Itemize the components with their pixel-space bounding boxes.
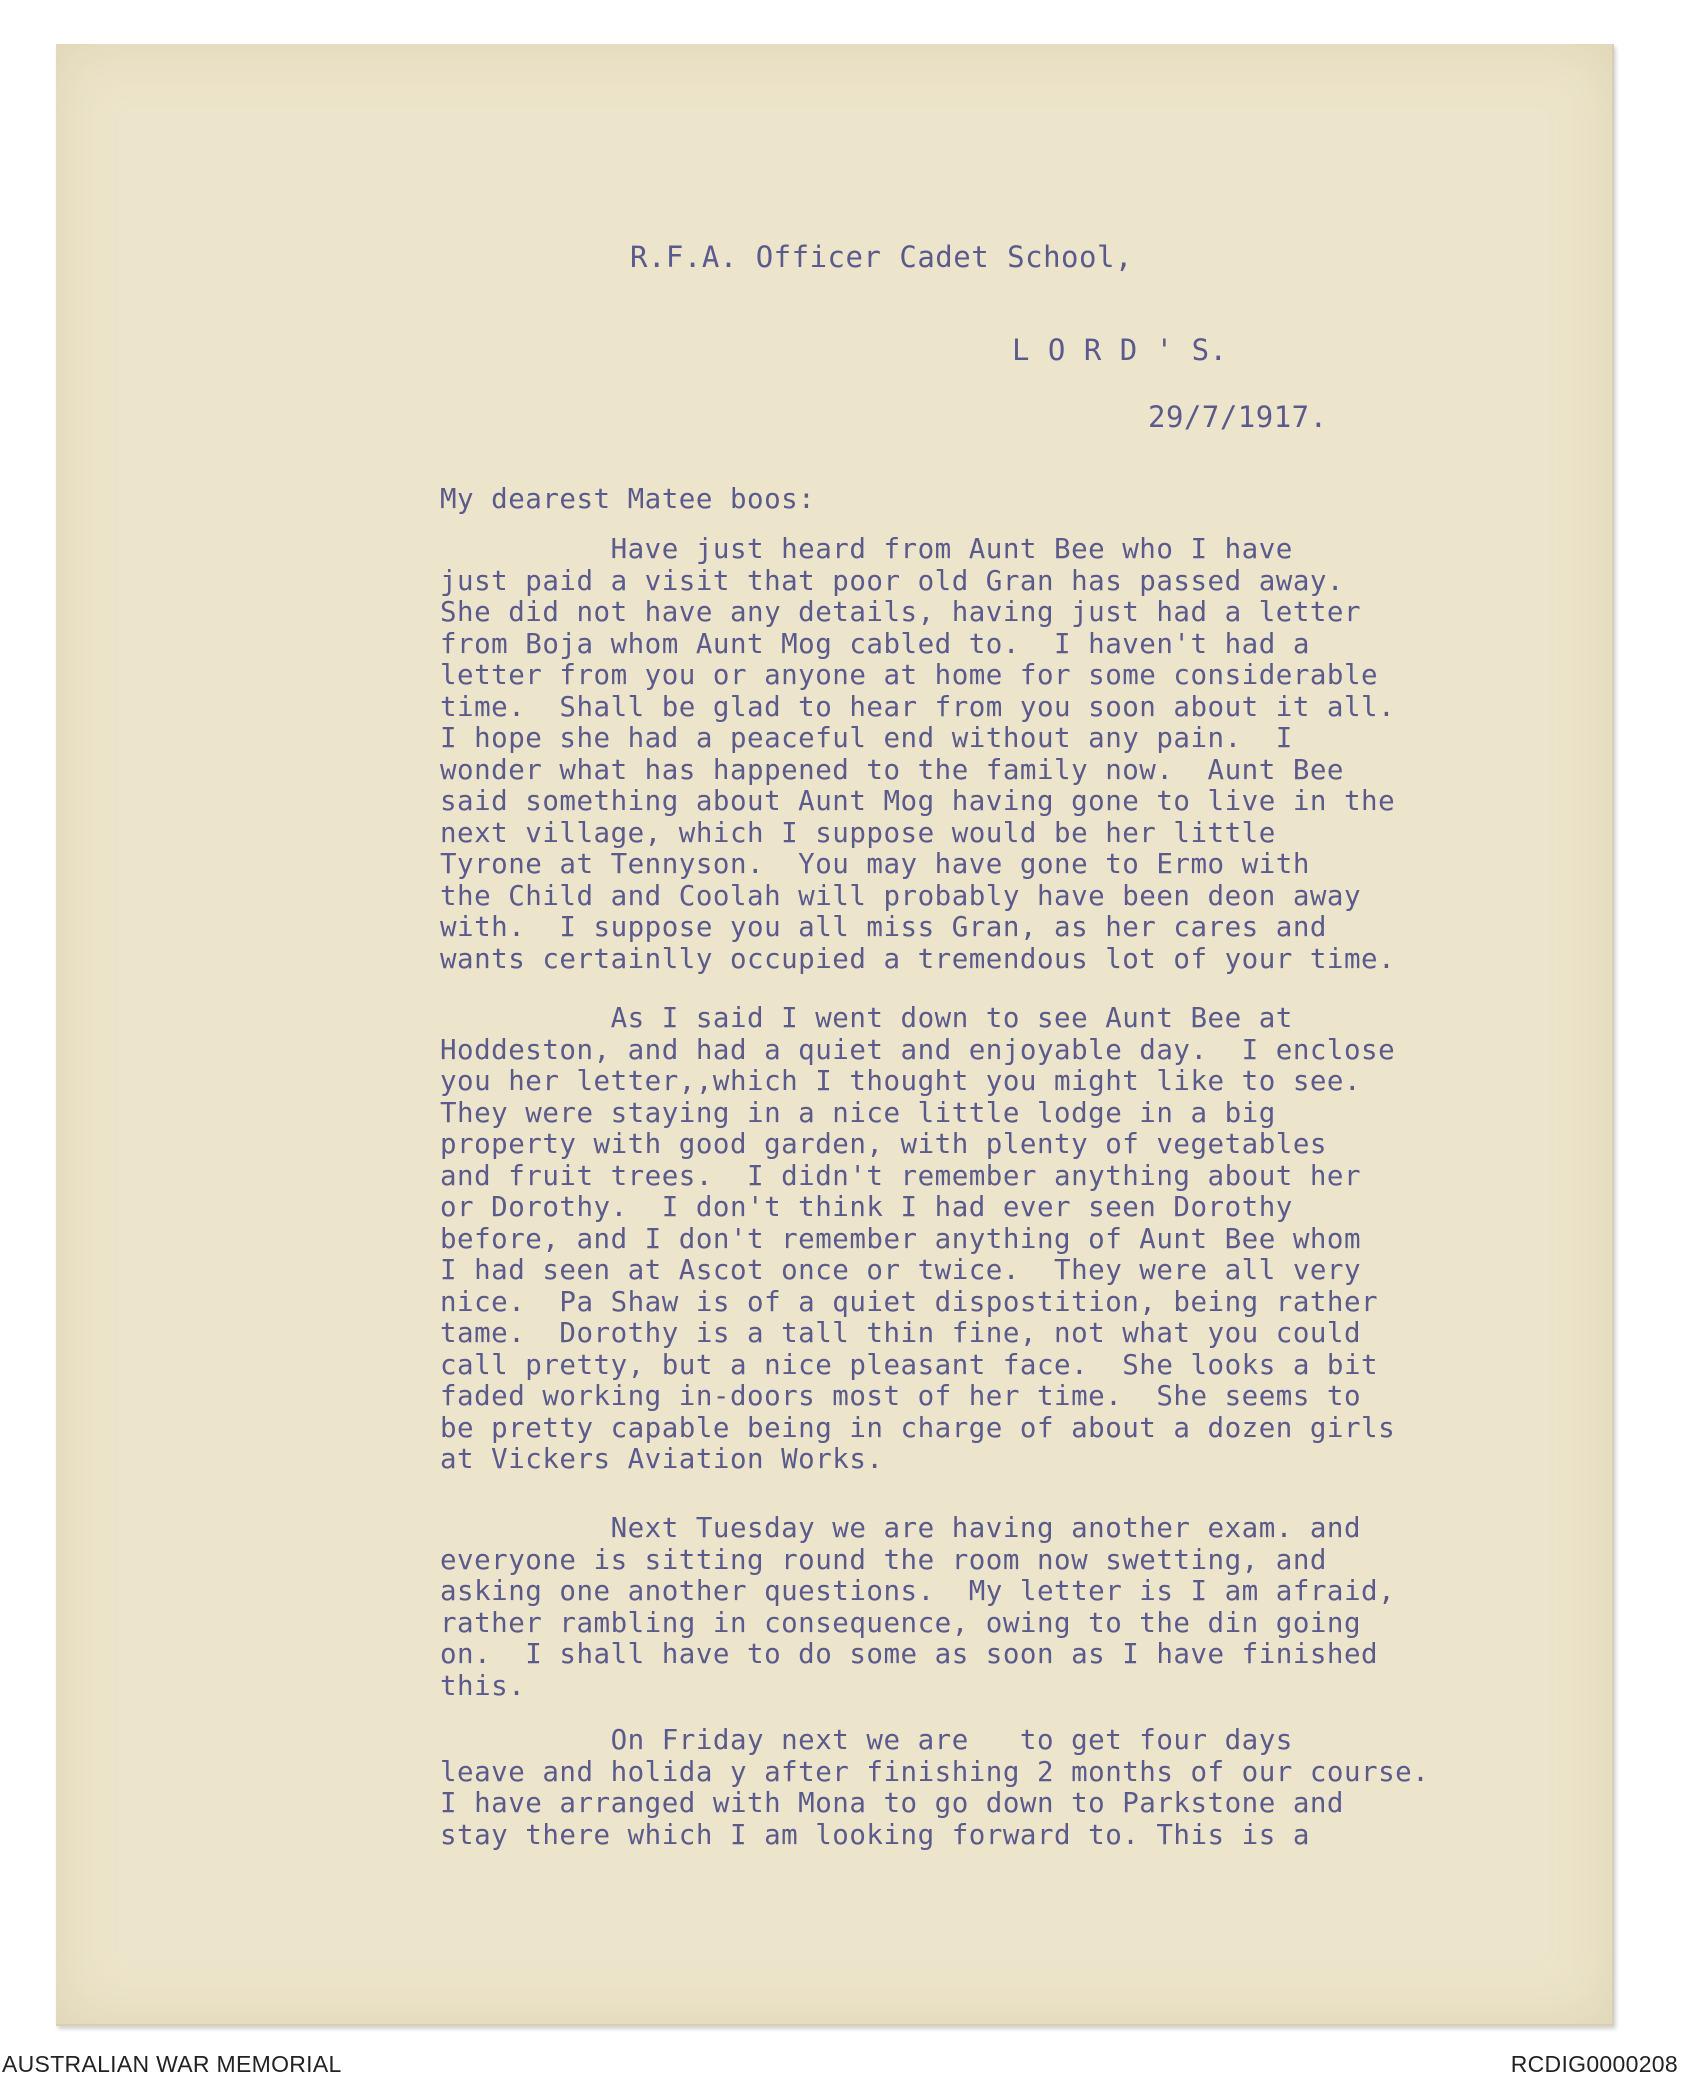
letter-line: with. I suppose you all miss Gran, as her cares and (440, 911, 1327, 943)
letter-line: letter from you or anyone at home for some considerable (440, 659, 1379, 691)
letter-line: I had seen at Ascot once or twice. They were all very (440, 1254, 1362, 1286)
letter-line: call pretty, but a nice pleasant face. She looks a bit (440, 1348, 1379, 1381)
letter-line: Have just heard from Aunt Bee who I have (440, 533, 1293, 565)
letter-line: I have arranged with Mona to go down to Parkstone and (440, 1787, 1344, 1819)
letter-line: wonder what has happened to the family now. Aunt Bee (440, 753, 1344, 786)
letter-line: faded working in-doors most of her time. She seems to (440, 1380, 1362, 1412)
paragraph-2 (440, 1003, 1395, 1476)
letter-line: before, and I don't remember anything of Aunt Bee whom (440, 1222, 1362, 1255)
letter-line: nice. Pa Shaw is of a quiet dispostition, being rather (440, 1285, 1379, 1318)
letter-line: just paid a visit that poor old Gran has passed away. (440, 564, 1344, 597)
letter-line: As I said I went down to see Aunt Bee at (440, 1002, 1293, 1034)
letter-line: Hoddeston, and had a quiet and enjoyable day. I enclose (440, 1033, 1396, 1066)
archive-credit: AUSTRALIAN WAR MEMORIAL (2, 2051, 342, 2077)
letter-line: you her letter,,which I thought you might like to see. (440, 1065, 1362, 1097)
letter-line: the Child and Coolah will probably have been deon away (440, 879, 1362, 912)
letter-line: on. I shall have to do some as soon as I have finished (440, 1638, 1379, 1670)
letter-line: rather rambling in consequence, owing to the din going (440, 1606, 1362, 1639)
archive-id: RCDIG0000208 (1510, 2051, 1678, 2077)
paragraph-3 (440, 1513, 1395, 1702)
letter-line: Tyrone at Tennyson. You may have gone to Ermo with (440, 848, 1310, 880)
letter-line: I hope she had a peaceful end without any pain. I (440, 722, 1293, 754)
letter-line: tame. Dorothy is a tall thin fine, not what you could (440, 1317, 1362, 1349)
letter-line: time. Shall be glad to hear from you soon about it all. (440, 690, 1396, 723)
letterhead-school: R.F.A. Officer Cadet School, (630, 240, 1133, 274)
letter-line: everyone is sitting round the room now swetting, and (440, 1543, 1327, 1576)
letter-line: said something about Aunt Mog having gone to live in the (440, 785, 1396, 817)
letter-date: 29/7/1917. (1148, 400, 1328, 434)
letter-line: next village, which I suppose would be her little (440, 816, 1276, 849)
letter-line: Next Tuesday we are having another exam. and (440, 1512, 1362, 1544)
letter-line: They were staying in a nice little lodge in a big (440, 1096, 1276, 1129)
letter-line: property with good garden, with plenty of vegetables (440, 1128, 1327, 1160)
letter-line: asking one another questions. My letter is I am afraid, (440, 1575, 1396, 1607)
letter-line: and fruit trees. I didn't remember anything about her (440, 1159, 1362, 1192)
letter-line: On Friday next we are to get four days (440, 1724, 1293, 1756)
letter-line: from Boja whom Aunt Mog cabled to. I haven't had a (440, 627, 1310, 660)
letter-line: at Vickers Aviation Works. (440, 1443, 884, 1475)
letter-line: She did not have any details, having just had a letter (440, 596, 1362, 628)
paragraph-1 (440, 534, 1395, 975)
letter-line: wants certainlly occupied a tremendous lot of your time. (440, 942, 1396, 975)
letterhead-place: L O R D ' S. (1012, 333, 1228, 367)
letter-line: be pretty capable being in charge of about a dozen girls (440, 1411, 1396, 1444)
salutation: My dearest Matee boos: (440, 483, 816, 515)
paragraph-4 (440, 1725, 1429, 1851)
letter-line: leave and holida y after finishing 2 months of our course. (440, 1755, 1430, 1788)
letter-line: or Dorothy. I don't think I had ever seen Dorothy (440, 1191, 1293, 1223)
letter-line: this. (440, 1669, 526, 1702)
letter-line: stay there which I am looking forward to. This is a (440, 1818, 1310, 1851)
